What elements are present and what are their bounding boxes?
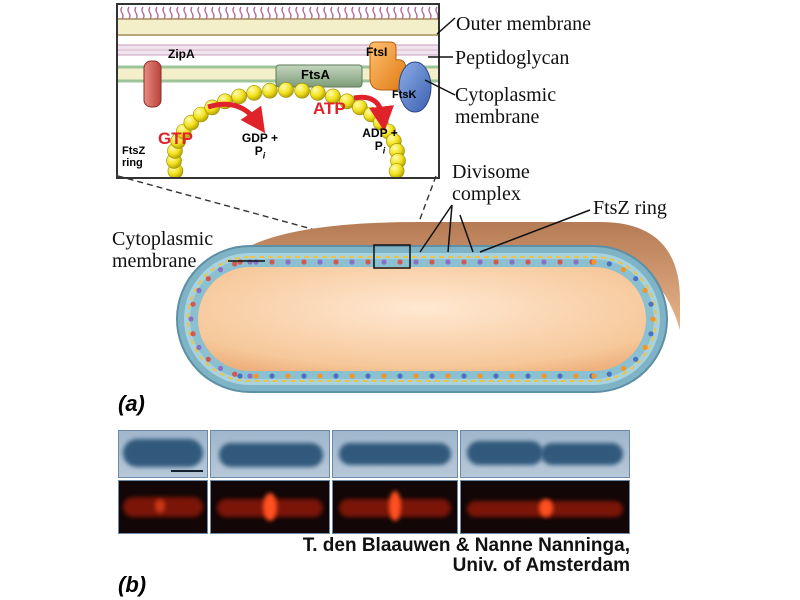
divisome-complex-label-line2: complex [452, 183, 521, 205]
gtp-label: GTP [158, 129, 193, 148]
ftsz-ring-label: FtsZ ring [593, 197, 667, 219]
cytoplasmic-membrane-cell-label-line2: membrane [112, 250, 197, 272]
divisome-complex-label-line1: Divisome [452, 161, 530, 183]
micrograph-panel [118, 430, 630, 534]
panel-a-label: (a) [118, 391, 145, 416]
adp-label-line1: ADP + [362, 126, 398, 140]
leader-cytoplasmic-membrane-inset [425, 80, 455, 95]
cytoplasmic-membrane-cell-label-line1: Cytoplasmic [112, 228, 214, 250]
atp-label: ATP [313, 99, 346, 118]
divisome-complex-label [452, 161, 530, 205]
leader-outer-membrane [437, 18, 455, 34]
cytoplasm [198, 267, 646, 371]
micrograph-fluor-1 [118, 480, 208, 534]
ftsz-ring-inset-label-line2: ring [122, 157, 143, 169]
cytoplasmic-membrane-cell-label [112, 228, 213, 272]
adp-pi-sub: i [382, 145, 386, 156]
adp-pi-p: P [374, 139, 383, 153]
micrograph-fluor-2 [210, 480, 330, 534]
micrograph-fluor-4 [460, 480, 630, 534]
peptidoglycan-label: Peptidoglycan [455, 47, 570, 69]
cytoplasmic-membrane-inset-label-line1: Cytoplasmic [455, 84, 557, 106]
gdp-pi-sub: i [262, 150, 266, 161]
scale-bar [171, 470, 203, 472]
micrograph-phase-3 [332, 430, 458, 478]
photo-credit-line1: T. den Blaauwen & Nanne Nanninga, [302, 535, 630, 556]
gdp-pi-p: P [254, 144, 263, 158]
gdp-label-line1: GDP + [241, 131, 279, 145]
micrograph-phase-4 [460, 430, 630, 478]
ftsz-ring-inset-label-line1: FtsZ [122, 145, 146, 157]
micrograph-phase-2 [210, 430, 330, 478]
cytoplasmic-membrane-inset-label [455, 84, 556, 128]
ftsi-label: FtsI [366, 45, 388, 59]
micrograph-phase-1 [118, 430, 208, 478]
cytoplasmic-membrane-inset-label-line2: membrane [455, 106, 540, 128]
micrograph-fluor-3 [332, 480, 458, 534]
zipa-label: ZipA [168, 47, 195, 61]
ftsa-label: FtsA [301, 67, 330, 82]
photo-credit-line2: Univ. of Amsterdam [452, 555, 630, 576]
ftsk-label: FtsK [392, 89, 417, 101]
outer-membrane-label: Outer membrane [456, 13, 591, 35]
photo-credit [200, 536, 630, 576]
panel-b-label: (b) [118, 572, 147, 597]
